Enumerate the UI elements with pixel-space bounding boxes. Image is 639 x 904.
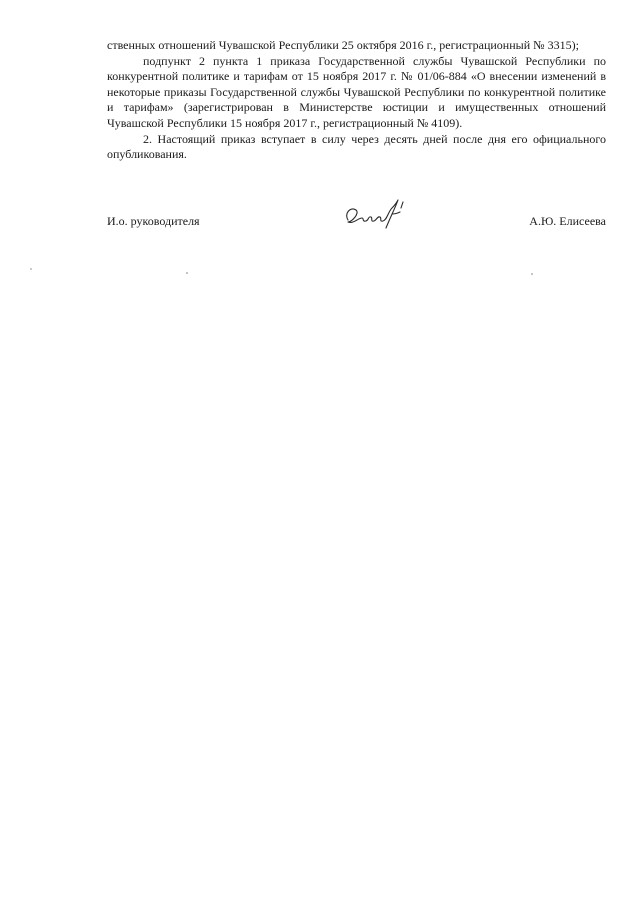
signatory-name: А.Ю. Елисеева [529, 214, 606, 228]
paragraph-effective-date: 2. Настоящий приказ вступает в силу через десять дней после дня его официального опубликования. [107, 131, 606, 162]
scan-speck [531, 273, 533, 275]
scan-speck [30, 268, 32, 270]
paragraph-continuation: ственных отношений Чувашской Республики 25 октября 2016 г., регистрационный № 3315); [107, 38, 579, 52]
paragraph-subclause: подпункт 2 пункта 1 приказа Государственной службы Чувашской Республики по конкурентной политике и тарифам от 15 ноября 2017 г. № 01/06-884 «О внесении изменений в некоторые приказы Государственной службы Чувашской Республики по конкурентной политике и тарифам» (зарегистрирован в Министерстве юстиции и имущественных отношений Чувашской Республики 15 ноября 2017 г., регистрационный № 4109). [107, 53, 606, 130]
signatory-position: И.о. руководителя [107, 214, 200, 228]
document-body [107, 38, 606, 163]
scan-speck [186, 272, 188, 274]
signature-row [107, 214, 606, 234]
